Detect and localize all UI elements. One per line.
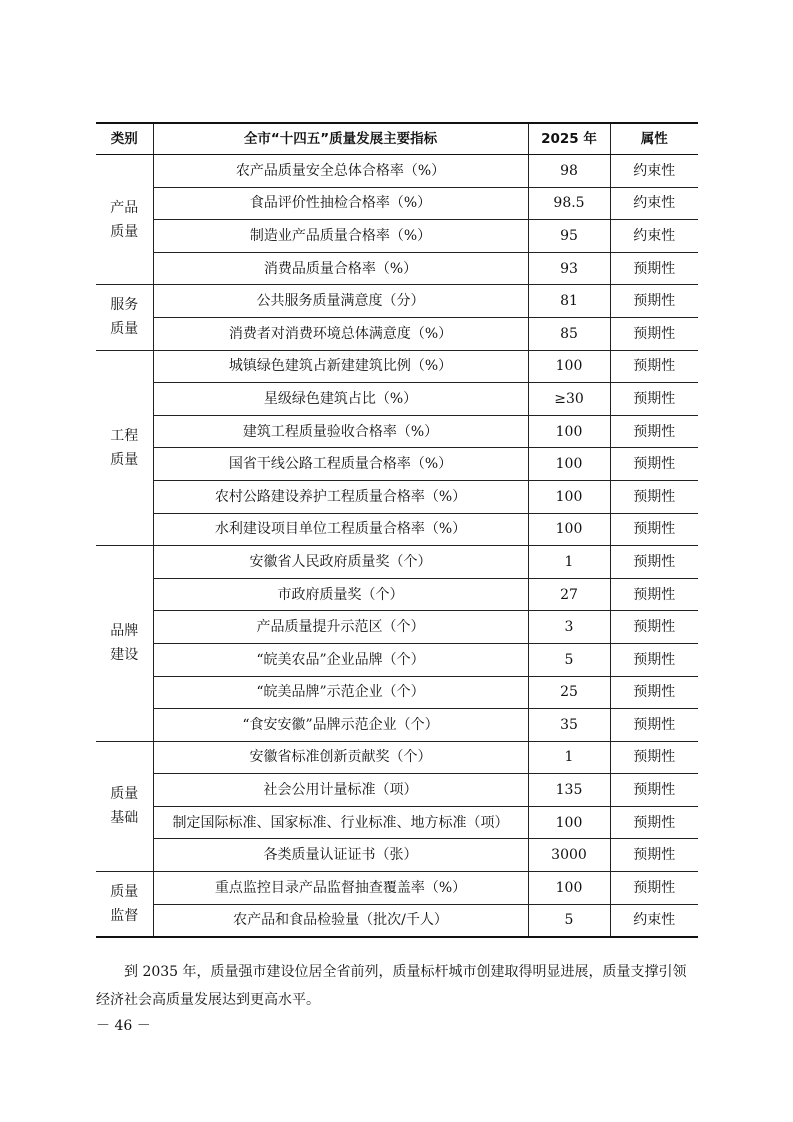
table-row (96, 285, 698, 318)
attribute-cell: 约束性 (610, 187, 698, 220)
attribute-cell: 预期性 (610, 252, 698, 285)
value-cell: 100 (528, 480, 610, 513)
category-label-line: 质量 (110, 451, 139, 468)
indicator-cell: 产品质量提升示范区（个） (153, 611, 528, 644)
indicator-cell: 制定国际标准、国家标准、行业标准、地方标准（项） (153, 806, 528, 839)
table-row (96, 415, 698, 448)
category-cell (96, 350, 153, 546)
attribute-cell: 约束性 (610, 155, 698, 188)
table-row (96, 839, 698, 872)
indicator-cell: 社会公用计量标准（项） (153, 774, 528, 807)
table-row (96, 350, 698, 383)
header-category: 类别 (96, 123, 153, 155)
attribute-cell: 预期性 (610, 741, 698, 774)
attribute-cell: 约束性 (610, 904, 698, 937)
indicator-cell: 制造业产品质量合格率（%） (153, 220, 528, 253)
table-row (96, 317, 698, 350)
header-year-2025: 2025 年 (528, 123, 610, 155)
value-cell: 85 (528, 317, 610, 350)
category-label-line: 质量 (110, 321, 139, 338)
attribute-cell: 预期性 (610, 448, 698, 481)
table-row (96, 546, 698, 579)
attribute-cell: 预期性 (610, 806, 698, 839)
category-cell (96, 741, 153, 871)
indicator-cell: 各类质量认证证书（张） (153, 839, 528, 872)
indicator-cell: 农产品和食品检验量（批次/千人） (153, 904, 528, 937)
value-cell: 100 (528, 350, 610, 383)
value-cell: 100 (528, 415, 610, 448)
table-row (96, 904, 698, 937)
value-cell: 100 (528, 448, 610, 481)
indicator-cell: 重点监控目录产品监督抽查覆盖率（%） (153, 872, 528, 905)
attribute-cell: 预期性 (610, 578, 698, 611)
attribute-cell: 预期性 (610, 676, 698, 709)
category-label-line: 基础 (110, 810, 139, 827)
table-row (96, 872, 698, 905)
category-cell (96, 155, 153, 285)
value-cell: 100 (528, 872, 610, 905)
category-label-line: 质量 (110, 223, 139, 240)
attribute-cell: 预期性 (610, 480, 698, 513)
header-attribute: 属性 (610, 123, 698, 155)
category-label-line: 质量 (110, 884, 139, 901)
value-cell: 27 (528, 578, 610, 611)
indicator-cell: 建筑工程质量验收合格率（%） (153, 415, 528, 448)
indicator-cell: 国省干线公路工程质量合格率（%） (153, 448, 528, 481)
table-row (96, 252, 698, 285)
indicator-cell: 食品评价性抽检合格率（%） (153, 187, 528, 220)
category-cell (96, 546, 153, 742)
category-label-line: 工程 (110, 427, 139, 444)
indicator-cell: 市政府质量奖（个） (153, 578, 528, 611)
value-cell: 100 (528, 513, 610, 546)
table-row (96, 578, 698, 611)
value-cell: 98 (528, 155, 610, 188)
attribute-cell: 预期性 (610, 350, 698, 383)
attribute-cell: 预期性 (610, 383, 698, 416)
value-cell: 35 (528, 709, 610, 742)
attribute-cell: 预期性 (610, 872, 698, 905)
category-cell (96, 285, 153, 350)
value-cell: 5 (528, 904, 610, 937)
table-row (96, 806, 698, 839)
category-label-line: 质量 (110, 786, 139, 803)
table-row (96, 643, 698, 676)
value-cell: ≥30 (528, 383, 610, 416)
category-label-line: 服务 (110, 297, 139, 314)
attribute-cell: 预期性 (610, 709, 698, 742)
indicator-cell: 安徽省人民政府质量奖（个） (153, 546, 528, 579)
table-row (96, 513, 698, 546)
indicator-cell: “皖美农品”企业品牌（个） (153, 643, 528, 676)
category-label-line: 监督 (110, 908, 139, 925)
category-label-line: 建设 (110, 647, 139, 664)
value-cell: 95 (528, 220, 610, 253)
category-cell (96, 872, 153, 938)
attribute-cell: 约束性 (610, 220, 698, 253)
table-row (96, 709, 698, 742)
value-cell: 81 (528, 285, 610, 318)
table-row (96, 220, 698, 253)
indicator-cell: 消费者对消费环境总体满意度（%） (153, 317, 528, 350)
attribute-cell: 预期性 (610, 285, 698, 318)
value-cell: 3000 (528, 839, 610, 872)
header-indicator: 全市“十四五”质量发展主要指标 (153, 123, 528, 155)
indicator-cell: “食安安徽”品牌示范企业（个） (153, 709, 528, 742)
indicator-cell: 农村公路建设养护工程质量合格率（%） (153, 480, 528, 513)
table-row (96, 611, 698, 644)
indicator-cell: 水利建设项目单位工程质量合格率（%） (153, 513, 528, 546)
value-cell: 100 (528, 806, 610, 839)
indicator-cell: 城镇绿色建筑占新建建筑比例（%） (153, 350, 528, 383)
table-row (96, 676, 698, 709)
indicator-cell: 公共服务质量满意度（分） (153, 285, 528, 318)
indicator-cell: 消费品质量合格率（%） (153, 252, 528, 285)
attribute-cell: 预期性 (610, 415, 698, 448)
category-label-line: 产品 (110, 199, 139, 216)
value-cell: 3 (528, 611, 610, 644)
table-header-row (96, 123, 698, 155)
closing-paragraph: 到 2035 年，质量强市建设位居全省前列，质量标杆城市创建取得明显进展，质量支撑引领经济社会高质量发展达到更高水平。 (96, 964, 687, 1008)
indicator-cell: 安徽省标准创新贡献奖（个） (153, 741, 528, 774)
attribute-cell: 预期性 (610, 839, 698, 872)
indicator-cell: 星级绿色建筑占比（%） (153, 383, 528, 416)
value-cell: 98.5 (528, 187, 610, 220)
table-row (96, 383, 698, 416)
value-cell: 93 (528, 252, 610, 285)
table-row (96, 741, 698, 774)
value-cell: 135 (528, 774, 610, 807)
table-row (96, 480, 698, 513)
value-cell: 1 (528, 546, 610, 579)
attribute-cell: 预期性 (610, 611, 698, 644)
indicator-cell: 农产品质量安全总体合格率（%） (153, 155, 528, 188)
value-cell: 25 (528, 676, 610, 709)
attribute-cell: 预期性 (610, 513, 698, 546)
quality-indicators-table (96, 122, 698, 938)
table-row (96, 187, 698, 220)
table-row (96, 448, 698, 481)
value-cell: 1 (528, 741, 610, 774)
table-row (96, 774, 698, 807)
page-number: － 46 － (96, 1018, 151, 1034)
value-cell: 5 (528, 643, 610, 676)
table-row (96, 155, 698, 188)
attribute-cell: 预期性 (610, 643, 698, 676)
attribute-cell: 预期性 (610, 317, 698, 350)
indicator-cell: “皖美品牌”示范企业（个） (153, 676, 528, 709)
attribute-cell: 预期性 (610, 546, 698, 579)
attribute-cell: 预期性 (610, 774, 698, 807)
category-label-line: 品牌 (110, 623, 139, 640)
